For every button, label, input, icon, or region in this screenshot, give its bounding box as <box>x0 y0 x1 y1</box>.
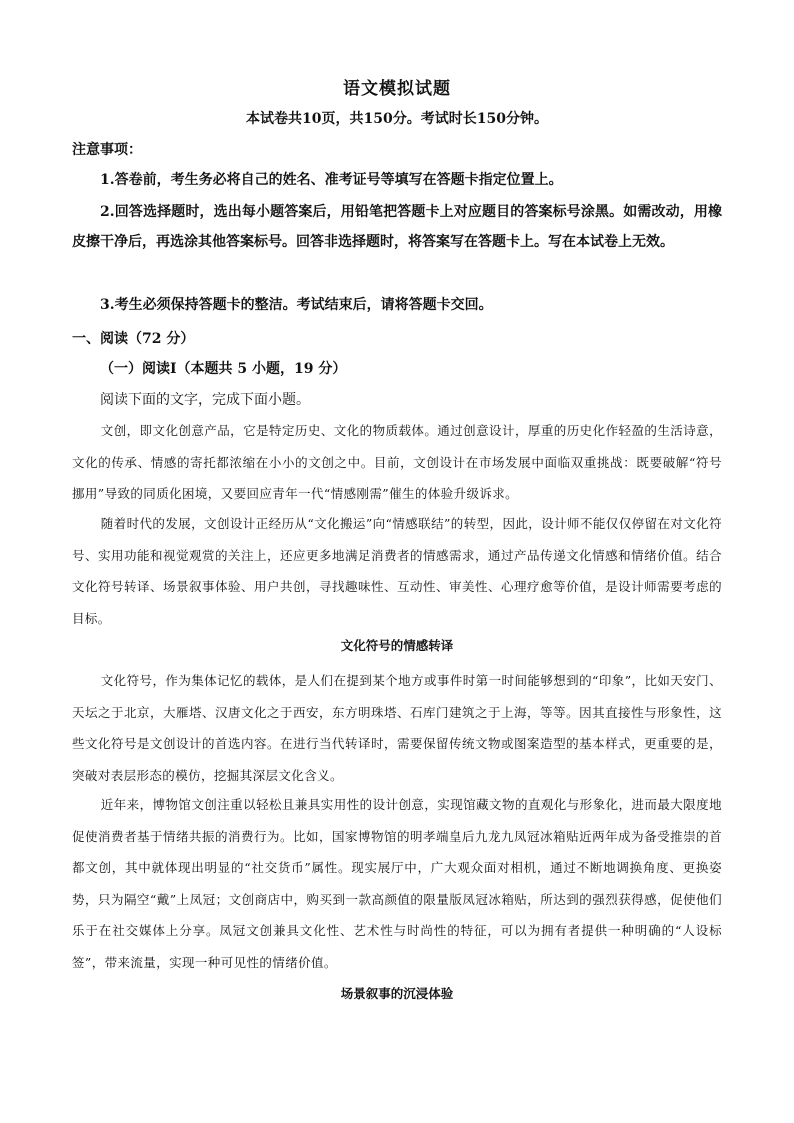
article-paragraph-4: 近年来，博物馆文创注重以轻松且兼具实用性的设计创意，实现馆藏文物的直观化与形象化，进而最大限度地促使消费者基于情绪共振的消费行为。比如，国家博物馆的明孝端皇后九龙九凤冠冰箱贴近两年成为备受推崇的首都文创，其中就体现出明显的“社交货币”属性。现实展厅中，广大观众面对相机，通过不断地调换角度、更换姿势，只为隔空“戴”上凤冠；文创商店中，购买到一款高颜值的限量版凤冠冰箱贴，所达到的强烈获得感，促使他们乐于在社交媒体上分享。凤冠文创兼具文化性、艺术性与时尚性的特征，可以为拥有者提供一种明确的“人设标签”，带来流量，实现一种可见性的情绪价值。 <box>72 797 722 970</box>
exam-title: 语文模拟试题 <box>343 79 451 99</box>
part-heading: （一）阅读Ⅰ（本题共 5 小题，19 分） <box>100 361 347 377</box>
article-subheading-2: 场景叙事的沉浸体验 <box>340 986 454 1001</box>
notice-item-2: 2.回答选择题时，选出每小题答案后，用铅笔把答题卡上对应题目的答案标号涂黑。如需改动，用橡皮擦干净后，再选涂其他答案标号。回答非选择题时，将答案写在答题卡上。写在本试卷上无效。 <box>72 204 722 250</box>
notice-heading: 注意事项： <box>72 142 142 158</box>
article-paragraph-1: 文创，即文化创意产品，它是特定历史、文化的物质载体。通过创意设计，厚重的历史化作轻盈的生活诗意，文化的传承、情感的寄托都浓缩在小小的文创之中。目前，文创设计在市场发展中面临双重挑战：既要破解“符号挪用”导致的同质化困境，又要回应青年一代“情感刚需”催生的体验升级诉求。 <box>72 423 722 501</box>
article-paragraph-3: 文化符号，作为集体记忆的载体，是人们在提到某个地方或事件时第一时间能够想到的“印象”，比如天安门、天坛之于北京，大雁塔、汉唐文化之于西安，东方明珠塔、石库门建筑之于上海，等等。因其直接性与形象性，这些文化符号是文创设计的首选内容。在进行当代转译时，需要保留传统文物或图案造型的基本样式，更重要的是，突破对表层形态的模仿，挖掘其深层文化含义。 <box>72 673 722 783</box>
article-subheading-1: 文化符号的情感转译 <box>340 638 454 653</box>
section-heading: 一、阅读（72 分） <box>72 331 195 347</box>
reading-instruction: 阅读下面的文字，完成下面小题。 <box>100 392 310 408</box>
exam-subtitle: 本试卷共10页，共150分。考试时长150分钟。 <box>246 111 548 127</box>
article-paragraph-2: 随着时代的发展，文创设计正经历从“文化搬运”向“情感联结”的转型，因此，设计师不能仅仅停留在对文化符号、实用功能和视觉观赏的关注上，还应更多地满足消费者的情感需求，通过产品传递文化情感和情绪价值。结合文化符号转译、场景叙事体验、用户共创，寻找趣味性、互动性、审美性、心理疗愈等价值，是设计师需要考虑的目标。 <box>72 516 722 626</box>
notice-item-1: 1.答卷前，考生务必将自己的姓名、准考证号等填写在答题卡指定位置上。 <box>100 172 563 188</box>
notice-item-3: 3.考生必须保持答题卡的整洁。考试结束后，请将答题卡交回。 <box>100 297 493 313</box>
